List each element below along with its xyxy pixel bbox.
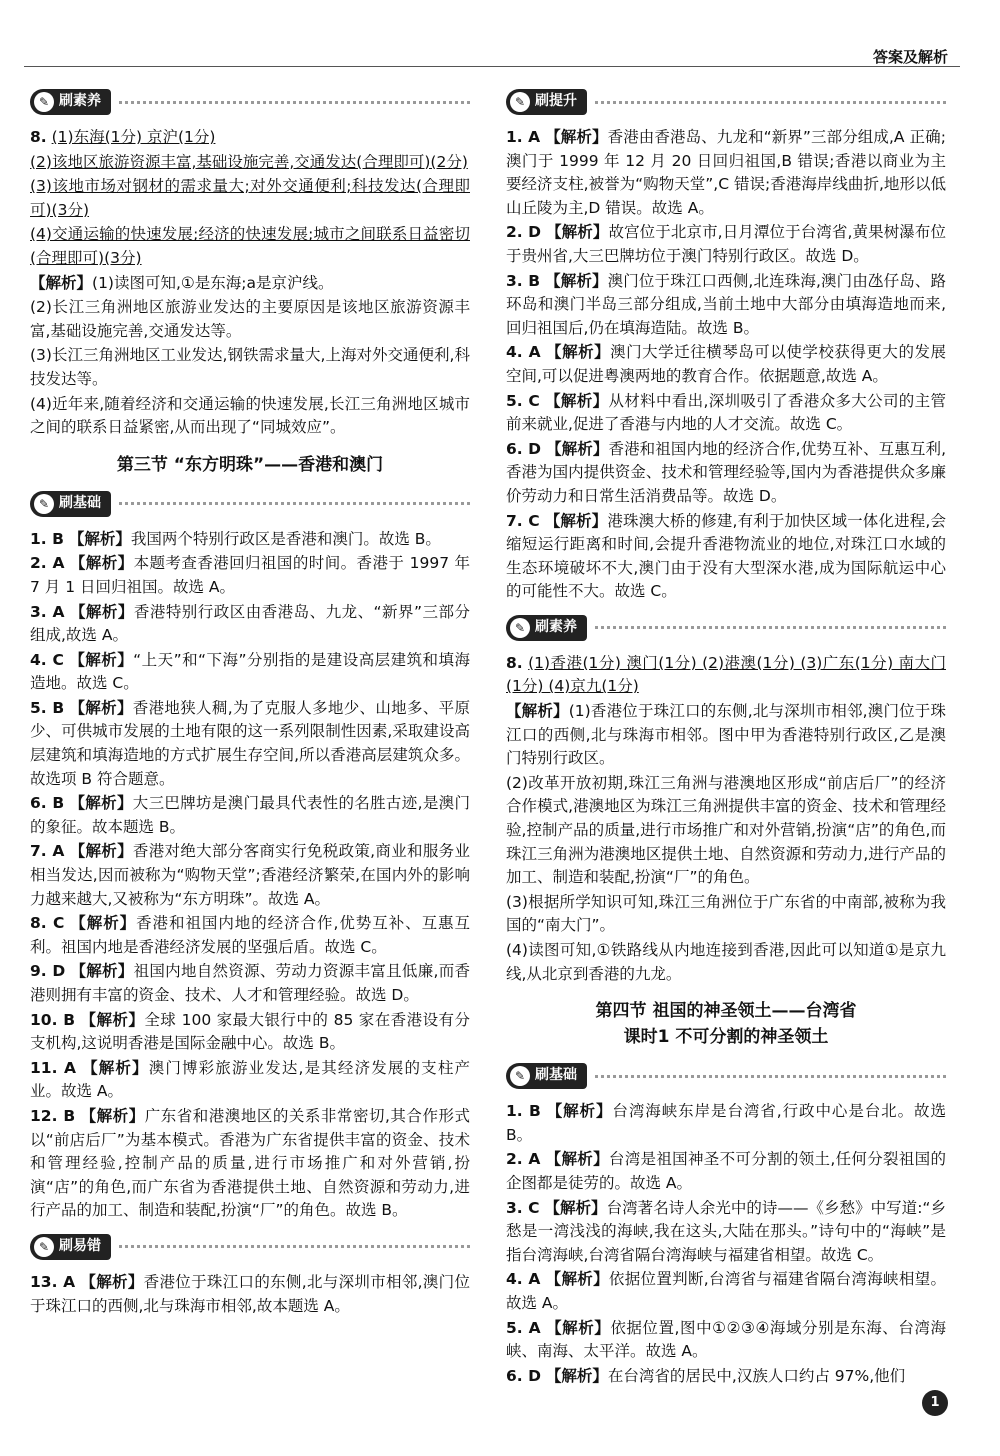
- answer-text: 台湾是祖国神圣不可分割的领土,任何分裂祖国的企图都是徒劳的。故选 A。: [506, 1150, 946, 1192]
- answer-item: [506, 1100, 946, 1147]
- answer-item: [30, 649, 470, 696]
- book-icon: ✎: [510, 618, 530, 638]
- section-badge: [506, 615, 587, 641]
- analysis-text: (1)读图可知,①是东海;a是京沪线。: [92, 273, 334, 292]
- answer-text: 广东省和港澳地区的关系非常密切,其合作形式以“前店后厂”为基本模式。香港为广东省提供丰富的资金、技术和管理经验,控制产品的质量,进行市场推广和对外营销,扮演“店”的角色,而广东省为香港提供土地、自然资源和劳动力,进行产品的加工、制造和装配,扮演“厂”的角色。故选 B。: [30, 1106, 470, 1220]
- answer-item: [506, 390, 946, 437]
- analysis-tag: 【解析】: [506, 702, 569, 721]
- section-badge-label: 刷易错: [59, 1238, 101, 1255]
- dotted-divider: [595, 101, 946, 104]
- item-number: 7. A: [30, 842, 65, 861]
- answer-text: 大三巴牌坊是澳门最具代表性的名胜古迹,是澳门的象征。故本题选 B。: [30, 794, 470, 836]
- analysis-tag: 【解析】: [70, 914, 137, 933]
- item-number: 8.: [506, 653, 523, 672]
- answer-item: [506, 438, 946, 509]
- analysis-tag: 【解析】: [69, 554, 134, 573]
- header-label: 答案及解析: [872, 48, 948, 66]
- header-divider: [24, 66, 960, 67]
- book-icon: ✎: [510, 1066, 530, 1086]
- section-header: [30, 484, 470, 524]
- answer-item: [30, 1057, 470, 1104]
- analysis-tag: 【解析】: [80, 1106, 145, 1125]
- answer-text: 香港由香港岛、九龙和“新界”三部分组成,A 正确;澳门于 1999 年 12 月 20 日回归祖国,B 错误;香港以商业为主要经济支柱,被誉为“购物天堂”,C 错误;香港海岸线曲折,地形以低山丘陵为主,D 错误。故选 A。: [506, 128, 946, 217]
- chapter-title: 第三节 “东方明珠”——香港和澳门: [116, 454, 384, 475]
- item-number: 2. A: [506, 1150, 541, 1169]
- answer-text: 香港和祖国内地的经济合作,优势互补、互惠互利。祖国内地是香港经济发展的坚强后盾。故选 C。: [30, 914, 470, 956]
- answer-text: 香港地狭人稠,为了克服人多地少、山地多、平原少、可供城市发展的土地有限的这一系列限制性因素,采取建设高层建筑和填海造地的方式扩展生存空间,所以香港高层建筑众多。故选项 B 符合题意。: [30, 698, 470, 788]
- answer-item: [506, 1365, 946, 1389]
- answer-item: [506, 510, 946, 604]
- answer-item: [30, 840, 470, 911]
- analysis-tag: 【解析】: [70, 962, 134, 981]
- answer-line: (1)东海(1分) 京沪(1分): [51, 128, 216, 146]
- analysis-line: (4)读图可知,①铁路线从内地连接到香港,因此可以知道①是京九线,从北京到香港的九龙。: [506, 941, 946, 983]
- item-number: 8.: [30, 128, 47, 146]
- item-number: 5. B: [30, 698, 65, 717]
- analysis-line: (4)近年来,随着经济和交通运输的快速发展,长江三角洲地区城市之间的联系日益紧密,从而出现了“同城效应”。: [30, 394, 470, 437]
- section-badge: [506, 89, 587, 115]
- answer-item: [506, 1317, 946, 1364]
- section-badge: [30, 1234, 111, 1260]
- answer-item: [506, 270, 946, 341]
- answer-line: (4)交通运输的快速发展;经济的快速发展;城市之间联系日益密切(合理即可)(3分): [30, 225, 470, 267]
- item-number: 5. C: [506, 391, 540, 410]
- left-column: [30, 78, 470, 1319]
- answer-text: 澳门博彩旅游业发达,是其经济发展的支柱产业。故选 A。: [30, 1058, 470, 1101]
- item-number: 4. A: [506, 1270, 541, 1289]
- section-badge: [30, 491, 111, 517]
- analysis-tag: 【解析】: [80, 1010, 145, 1029]
- analysis-line: (2)改革开放初期,珠江三角洲与港澳地区形成“前店后厂”的经济合作模式,港澳地区为珠江三角洲提供丰富的资金、技术和管理经验,控制产品的质量,进行市场推广和对外营销,扮演“店”的角色,而珠江三角洲为港澳地区提供土地、自然资源和劳动力,进行产品的加工、制造和装配,扮演“厂”的角色。: [506, 773, 946, 887]
- item-number: 5. A: [506, 1318, 541, 1337]
- answer-item: [506, 1197, 946, 1268]
- item-number: 6. D: [506, 439, 542, 458]
- analysis-tag: 【解析】: [544, 511, 608, 530]
- analysis-tag: 【解析】: [69, 650, 134, 669]
- item-number: 6. D: [506, 1366, 541, 1385]
- analysis-line: (3)长江三角洲地区工业发达,钢铁需求量大,上海对外交通便利,科技发达等。: [30, 346, 470, 388]
- section-badge-label: 刷素养: [535, 619, 577, 636]
- item-number: 4. C: [30, 650, 64, 669]
- answer-text: 澳门位于珠江口西侧,北连珠海,澳门由氹仔岛、路环岛和澳门半岛三部分组成,当前土地中大部分由填海造地而来,回归祖国后,仍在填海造陆。故选 B。: [506, 271, 946, 337]
- section-header: [30, 1227, 470, 1267]
- item-number: 1. B: [30, 529, 64, 548]
- answer-text: 全球 100 家最大银行中的 85 家在香港设有分支机构,这说明香港是国际金融中心。故选 B。: [30, 1010, 470, 1053]
- item-number: 9. D: [30, 962, 66, 981]
- analysis-tag: 【解析】: [545, 271, 608, 290]
- book-icon: ✎: [510, 92, 530, 112]
- dotted-divider: [119, 502, 470, 505]
- answer-item: [506, 341, 946, 388]
- answer-text: 依据位置判断,台湾省与福建省隔台湾海峡相望。故选 A。: [506, 1270, 946, 1312]
- answer-text: 台湾海峡东岸是台湾省,行政中心是台北。故选 B。: [506, 1102, 946, 1144]
- answer-item: [506, 1268, 946, 1315]
- analysis-tag: 【解析】: [546, 1102, 613, 1121]
- answer-text: 依据位置,图中①②③④海域分别是东海、台湾海峡、南海、太平洋。故选 A。: [506, 1318, 946, 1361]
- item-number: 2. A: [30, 554, 65, 573]
- answer-item: [30, 960, 470, 1007]
- analysis-tag: 【解析】: [546, 343, 611, 362]
- item-number: 3. A: [30, 602, 65, 621]
- item-number: 3. B: [506, 271, 541, 290]
- analysis-tag: 【解析】: [69, 602, 134, 621]
- item-number: 1. A: [506, 128, 541, 146]
- dotted-divider: [119, 1245, 470, 1248]
- answer-item: [30, 126, 470, 150]
- analysis-tag: 【解析】: [69, 794, 133, 813]
- analysis-tag: 【解析】: [80, 1272, 144, 1291]
- answer-item: [30, 601, 470, 648]
- answer-text: 香港对绝大部分客商实行免税政策,商业和服务业相当发达,因而被称为“购物天堂”;香港经济繁荣,在国内外的影响力越来越大,又被称为“东方明珠”。故选 A。: [30, 842, 470, 908]
- analysis-tag: 【解析】: [544, 1198, 607, 1217]
- analysis-tag: 【解析】: [30, 273, 93, 292]
- answer-text: 在台湾省的居民中,汉族人口约占 97%,他们: [607, 1366, 906, 1385]
- answer-item: [506, 1148, 946, 1195]
- answer-item: [30, 697, 470, 791]
- answer-text: 香港和祖国内地的经济合作,优势互补、互惠互利,香港为国内提供资金、技术和管理经验等,国内为香港提供众多廉价劳动力和日常生活消费品等。故选 D。: [506, 439, 947, 505]
- answer-item: [30, 1271, 470, 1318]
- answer-item: [30, 912, 470, 959]
- section-badge: [30, 89, 111, 115]
- section-header: [30, 82, 470, 122]
- answer-item: [30, 1009, 470, 1056]
- chapter-title: 第四节 祖国的神圣领土——台湾省: [595, 1001, 857, 1022]
- item-number: 13. A: [30, 1272, 76, 1291]
- analysis-tag: 【解析】: [69, 842, 133, 861]
- dotted-divider: [595, 1075, 946, 1078]
- answer-text: 故宫位于北京市,日月潭位于台湾省,黄果树瀑布位于贵州省,大三巴牌坊位于澳门特别行政区。故选 D。: [506, 223, 947, 265]
- analysis-tag: 【解析】: [82, 1058, 149, 1077]
- item-number: 6. B: [30, 794, 65, 813]
- section-header: [506, 82, 946, 122]
- dotted-divider: [119, 101, 470, 104]
- answer-text: 台湾著名诗人余光中的诗——《乡愁》中写道:“乡愁是一湾浅浅的海峡,我在这头,大陆在那头。”诗句中的“海峡”是指台湾海峡,台湾省隔台湾海峡与福建省相望。故选 C。: [506, 1198, 946, 1264]
- section-badge: [506, 1063, 587, 1089]
- dotted-divider: [595, 626, 946, 629]
- answer-line: (3)该地市场对钢材的需求量大;对外交通便利;科技发达(合理即可)(3分): [30, 177, 470, 219]
- answer-text: 本题考查香港回归祖国的时间。香港于 1997 年 7 月 1 日回归祖国。故选 A。: [30, 554, 470, 596]
- analysis-line: [30, 272, 470, 296]
- book-icon: ✎: [34, 494, 54, 514]
- answer-text: 澳门大学迁往横琴岛可以使学校获得更大的发展空间,可以促进粤澳两地的教育合作。依据题意,故选 A。: [506, 343, 946, 385]
- item-number: 2. D: [506, 223, 542, 242]
- answer-text: 我国两个特别行政区是香港和澳门。故选 B。: [130, 529, 441, 548]
- section-header: [506, 608, 946, 648]
- section-badge-label: 刷提升: [535, 93, 577, 110]
- section-badge-label: 刷基础: [59, 494, 101, 511]
- answer-text: 从材料中看出,深圳吸引了香港众多大公司的主管前来就业,促进了香港与内地的人才交流。故选 C。: [506, 391, 946, 434]
- answer-text: 香港特别行政区由香港岛、九龙、“新界”三部分组成,故选 A。: [30, 602, 470, 645]
- answer-item: [30, 528, 470, 552]
- analysis-tag: 【解析】: [545, 1270, 609, 1289]
- analysis-tag: 【解析】: [546, 439, 609, 458]
- analysis-tag: 【解析】: [68, 529, 131, 548]
- answer-item: [506, 652, 946, 699]
- answer-item: [506, 126, 946, 220]
- answer-line: (2)该地区旅游资源丰富,基础设施完善,交通发达(合理即可)(2分): [30, 152, 468, 171]
- right-column: [506, 78, 946, 1389]
- analysis-tag: 【解析】: [69, 698, 133, 717]
- item-number: 11. A: [30, 1058, 77, 1077]
- answer-text: “上天”和“下海”分别指的是建设高层建筑和填海造地。故选 C。: [30, 650, 470, 693]
- analysis-tag: 【解析】: [546, 1318, 611, 1337]
- item-number: 12. B: [30, 1106, 76, 1125]
- item-number: 7. C: [506, 511, 540, 530]
- answer-item: [30, 1105, 470, 1223]
- answer-line: (1)香港(1分) 澳门(1分) (2)港澳(1分) (3)广东(1分) 南大门(1分) (4)京九(1分): [506, 653, 946, 696]
- answer-item: [30, 792, 470, 839]
- page-number: 1: [922, 1390, 948, 1416]
- section-badge-label: 刷基础: [535, 1067, 577, 1084]
- analysis-tag: 【解析】: [546, 223, 609, 242]
- book-icon: ✎: [34, 92, 54, 112]
- item-number: 8. C: [30, 914, 65, 933]
- lesson-title: 课时1 不可分割的神圣领土: [623, 1027, 829, 1048]
- section-header: [506, 1056, 946, 1096]
- item-number: 3. C: [506, 1198, 540, 1217]
- item-number: 1. B: [506, 1102, 541, 1121]
- analysis-tag: 【解析】: [545, 1366, 608, 1385]
- item-number: 10. B: [30, 1010, 76, 1029]
- analysis-line: [506, 700, 946, 771]
- section-badge-label: 刷素养: [59, 93, 101, 110]
- answer-item: [506, 221, 946, 268]
- analysis-tag: 【解析】: [545, 128, 608, 146]
- item-number: 4. A: [506, 343, 541, 362]
- analysis-text: (1)香港位于珠江口的东侧,北与深圳市相邻,澳门位于珠江口的西侧,北与珠海市相邻。图中甲为香港特别行政区,乙是澳门特别行政区。: [506, 702, 946, 768]
- analysis-line: (2)长江三角洲地区旅游业发达的主要原因是该地区旅游资源丰富,基础设施完善,交通发达等。: [30, 298, 470, 340]
- analysis-tag: 【解析】: [545, 1150, 609, 1169]
- book-icon: ✎: [34, 1237, 54, 1257]
- answer-text: 祖国内地自然资源、劳动力资源丰富且低廉,而香港则拥有丰富的资金、技术、人才和管理经验。故选 D。: [30, 962, 470, 1004]
- answer-text: 港珠澳大桥的修建,有利于加快区域一体化进程,会缩短运行距离和时间,会提升香港物流业的地位,对珠江口水域的生态环境破坏不大,澳门由于没有大型深水港,成为国际航运中心的可能性不大。故选 C。: [506, 511, 946, 601]
- analysis-tag: 【解析】: [545, 391, 609, 410]
- analysis-line: (3)根据所学知识可知,珠江三角洲位于广东省的中南部,被称为我国的“南大门”。: [506, 892, 946, 935]
- answer-item: [30, 552, 470, 599]
- answer-text: 香港位于珠江口的东侧,北与深圳市相邻,澳门位于珠江口的西侧,北与珠海市相邻,故本题选 A。: [30, 1272, 470, 1315]
